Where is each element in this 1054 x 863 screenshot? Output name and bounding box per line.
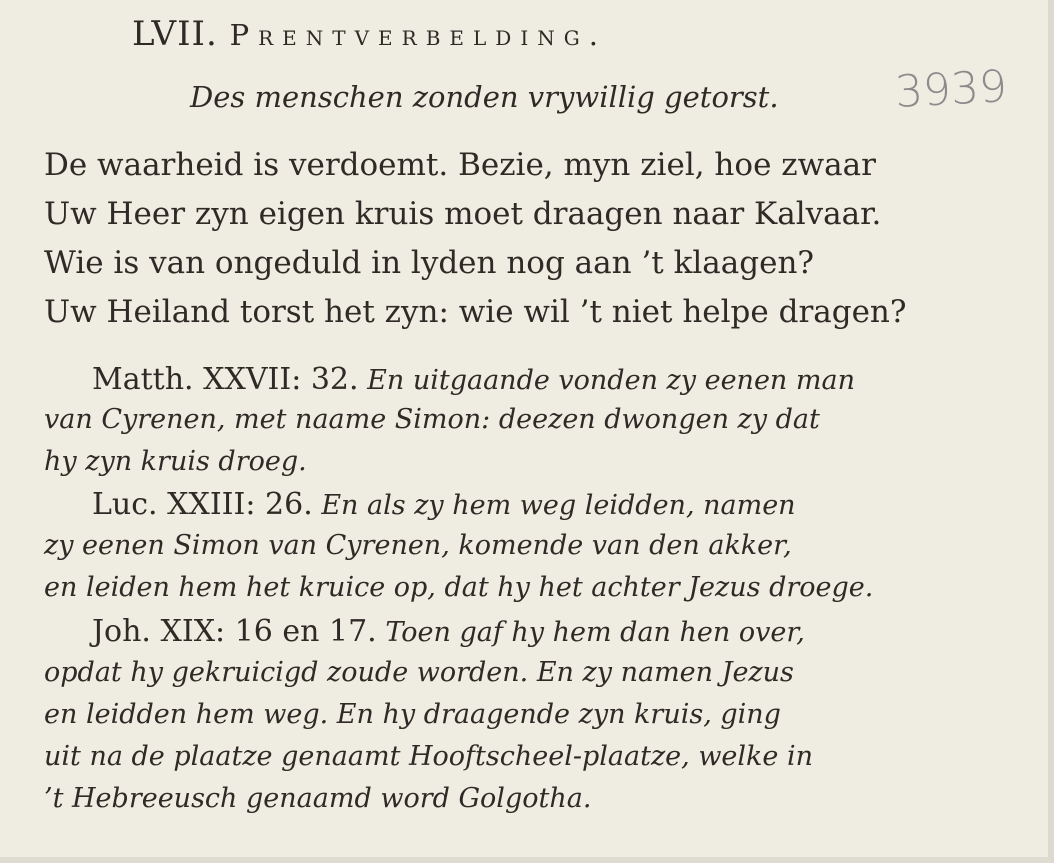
verse-line: Uw Heiland torst het zyn: wie wil ’t niet helpe dragen? [44,294,907,330]
citation-line [44,783,591,814]
verse-line: Uw Heer zyn eigen kruis moet draagen naar Kalvaar. [44,196,882,232]
citation-line [44,404,820,435]
citation-reference: Joh. XIX: 16 en 17. [92,614,377,649]
citation-text: ’t Hebreeusch genaamd word Golgotha. [44,783,592,814]
citation-line [44,530,792,561]
citation-text: Toen gaf hy hem dan hen over, [385,617,805,648]
inventory-number: 3939 [893,61,1009,118]
citation-line [44,741,813,772]
subtitle: Des menschen zonden vrywillig getorst. [190,80,779,114]
citation-line [44,699,781,730]
verse-line: De waarheid is verdoemt. Bezie, myn ziel, hoe zwaar [44,147,876,183]
heading-number: LVII. [132,14,218,54]
citation-line [92,362,855,397]
heading-label: Prentverbelding. [229,18,607,52]
citation-text: opdat hy gekruicigd zoude worden. En zy namen Jezus [44,657,794,688]
citation-line [44,572,873,603]
citation-text: En als zy hem weg leidden, namen [321,490,796,521]
citation-reference: Matth. XXVII: 32. [92,362,359,397]
citation-line [44,657,794,688]
citation-reference: Luc. XXIII: 26. [92,487,313,522]
citation-text: hy zyn kruis droeg. [44,446,307,477]
citation-line [92,487,796,522]
citation-text: en leiden hem het kruice op, dat hy het achter Jezus droege. [44,572,874,603]
citation-text: uit na de plaatze genaamt Hooftscheel-plaatze, welke in [44,741,813,772]
citation-text: En uitgaande vonden zy eenen man [367,365,855,396]
verse-line: Wie is van ongeduld in lyden nog aan ’t klaagen? [44,245,815,281]
heading [132,14,607,54]
citation-text: zy eenen Simon van Cyrenen, komende van den akker, [44,530,792,561]
citation-line [44,446,307,477]
citation-text: van Cyrenen, met naame Simon: deezen dwongen zy dat [44,404,820,435]
citation-text: en leidden hem weg. En hy draagende zyn kruis, ging [44,699,781,730]
citation-line [92,614,805,649]
